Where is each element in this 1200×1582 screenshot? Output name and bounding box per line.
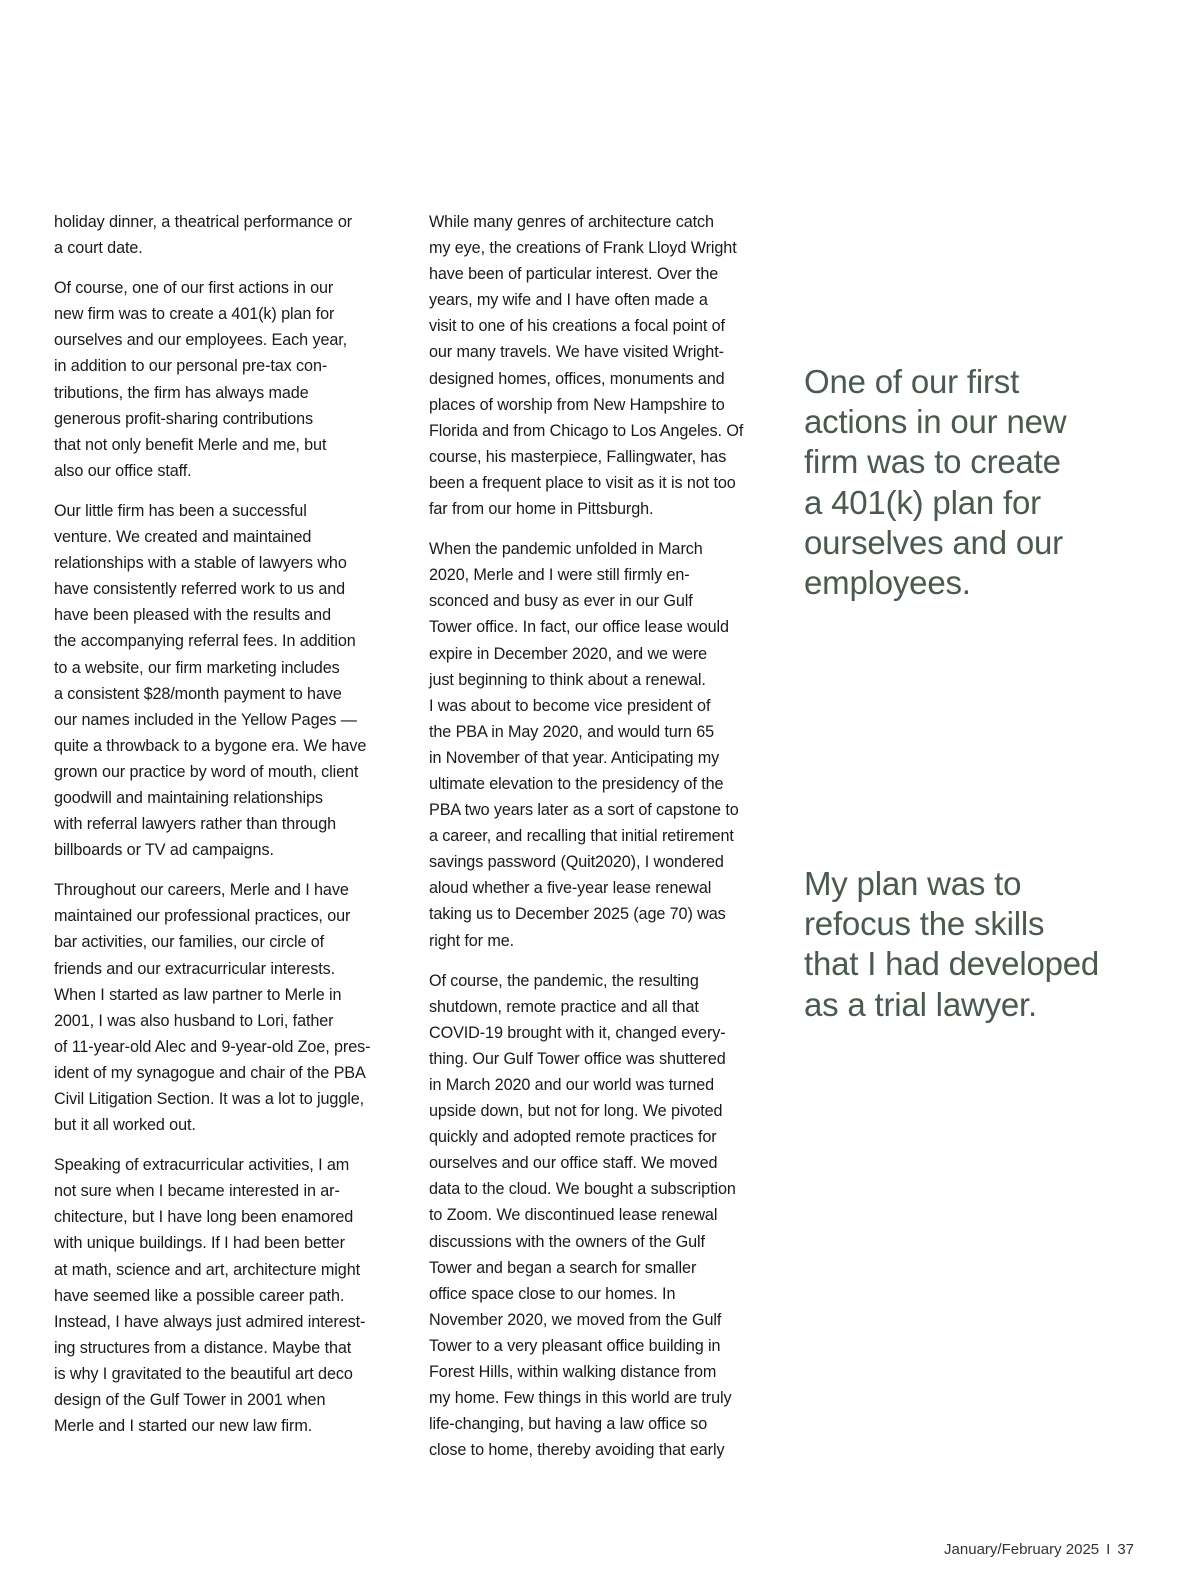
body-paragraph: Of course, the pandemic, the resulting shutdown, remote practice and all that COVID-19 brought with it, changed every- thing. Our Gulf Tower office was shuttered in March 2020 and our world was turned upside down, but not for long. We pivoted quickly and adopted remote practices for ourselves and our office staff. We moved data to the cloud. We bought a subscription to Zoom. We discontinued lease renewal discussions with the owners of the Gulf Tower and began a search for smaller office space close to our homes. In November 2020, we moved from the Gulf Tower to a very pleasant office building in Forest Hills, within walking distance from my home. Few things in this world are truly life-changing, but having a law office so close to home, thereby avoiding that early: [429, 971, 736, 1460]
footer-separator: I: [1106, 1541, 1111, 1558]
body-paragraph: Throughout our careers, Merle and I have maintained our professional practices, our bar activities, our families, our circle of friends and our extracurricular interests. When I started as law partner to Merle in 2001, I was also husband to Lori, father of 11-year-old Alec and 9-year-old Zoe, pres- ident of my synagogue and chair of the PBA Civil Litigation Section. It was a lot to juggle, but it all worked out.: [54, 881, 371, 1135]
page-number: 37: [1117, 1541, 1134, 1558]
body-paragraph: holiday dinner, a theatrical performance or a court date.: [54, 213, 353, 258]
body-paragraph: Of course, one of our first actions in our new firm was to create a 401(k) plan for ourselves and our employees. Each year, in addition to our personal pre-tax con- tributions, the firm has always made generous profit-sharing contributions that not only benefit Merle and me, but also our office staff.: [54, 279, 348, 480]
article-column-left: [54, 209, 394, 1453]
body-paragraph: When the pandemic unfolded in March 2020, Merle and I were still firmly en- sconced and busy as ever in our Gulf Tower office. In fact, our office lease would expire in December 2020, and we were just beginning to think about a renewal. I was about to become vice president of the PBA in May 2020, and would turn 65 in November of that year. Anticipating my ultimate elevation to the presidency of the PBA two years later as a sort of capstone to a career, and recalling that initial retirement savings password (Quit2020), I wondered aloud whether a five-year lease renewal taking us to December 2025 (age 70) was right for me.: [429, 540, 739, 950]
pull-quote: My plan was to refocus the skills that I had developed as a trial lawyer.: [804, 865, 1100, 1023]
article-column-middle: [429, 209, 769, 1477]
body-paragraph: While many genres of architecture catch my eye, the creations of Frank Lloyd Wright have been of particular interest. Over the years, my wife and I have often made a visit to one of his creations a focal point of our many travels. We have visited Wright- designed homes, offices, monuments and places of worship from New Hampshire to Florida and from Chicago to Los Angeles. Of course, his masterpiece, Fallingwater, has been a frequent place to visit as it is not too far from our home in Pittsburgh.: [429, 213, 744, 519]
page-footer: [944, 1540, 1134, 1560]
issue-date: January/February 2025: [944, 1541, 1100, 1558]
pull-quote: One of our first actions in our new firm was to create a 401(k) plan for ourselves and our employees.: [804, 363, 1067, 602]
body-paragraph: Our little firm has been a successful venture. We created and maintained relationships with a stable of lawyers who have consistently referred work to us and have been pleased with the results and the accompanying referral fees. In addition to a website, our firm marketing includes a consistent $28/month payment to have our names included in the Yellow Pages — quite a throwback to a bygone era. We have grown our practice by word of mouth, client goodwill and maintaining relationships with referral lawyers rather than through billboards or TV ad campaigns.: [54, 501, 367, 860]
body-paragraph: Speaking of extracurricular activities, I am not sure when I became interested in ar- chitecture, but I have long been enamored with unique buildings. If I had been better at math, science and art, architecture might have seemed like a possible career path. Instead, I have always just admired interest- ing structures from a distance. Maybe that is why I gravitated to the beautiful art deco design of the Gulf Tower in 2001 when Merle and I started our new law firm.: [54, 1156, 366, 1436]
